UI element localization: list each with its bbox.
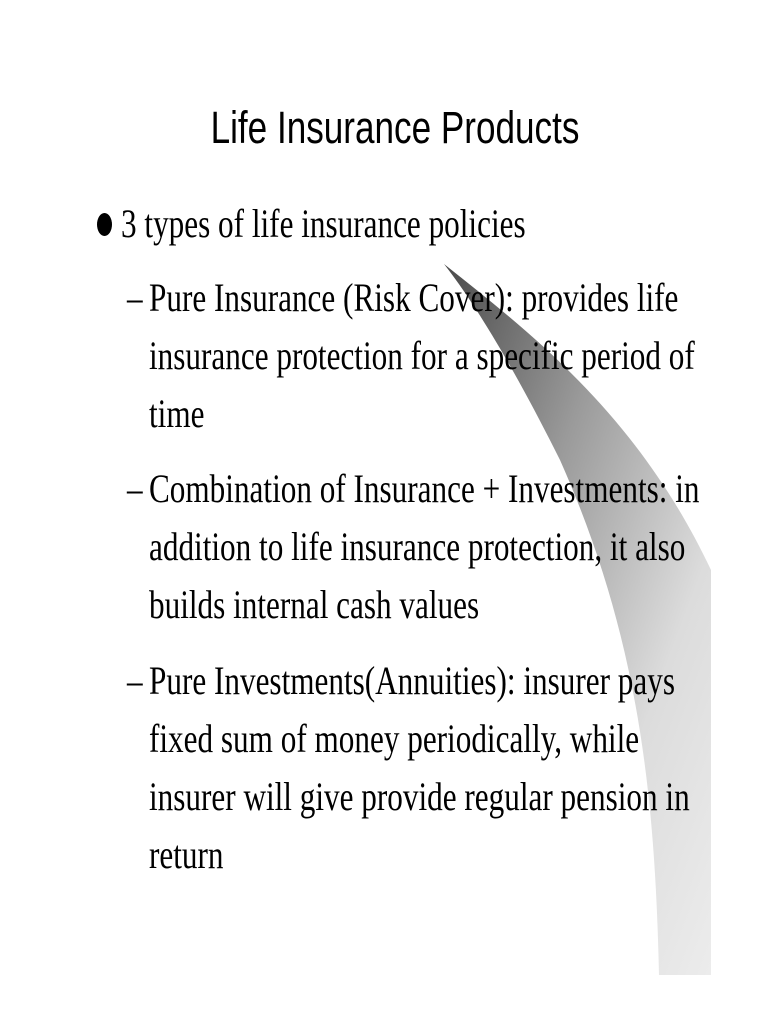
subitem-2-line-1: Combination of Insurance + Investments: in <box>149 466 700 511</box>
subitem-dash: – <box>127 275 143 320</box>
bullet-dot-icon <box>97 213 112 236</box>
subitem-1-line-1: Pure Insurance (Risk Cover): provides life <box>149 275 679 320</box>
subitem-3-line-2: fixed sum of money periodically, while <box>149 716 640 761</box>
bullet-text: 3 types of life insurance policies <box>121 201 526 246</box>
subitem-3-line-4: return <box>149 832 224 877</box>
subitem-dash: – <box>127 466 143 511</box>
subitem-2-line-3: builds internal cash values <box>149 582 480 627</box>
slide-title: Life Insurance Products <box>210 102 580 153</box>
subitem-1-line-3: time <box>149 391 205 436</box>
subitem-2-line-2: addition to life insurance protection, it also <box>149 524 686 569</box>
subitem-3-line-1: Pure Investments(Annuities): insurer pays <box>149 658 675 703</box>
subitem-1-line-2: insurance protection for a specific period of <box>149 333 695 378</box>
subitem-3-line-3: insurer will give provide regular pension in <box>149 774 690 819</box>
subitem-dash: – <box>127 658 143 703</box>
